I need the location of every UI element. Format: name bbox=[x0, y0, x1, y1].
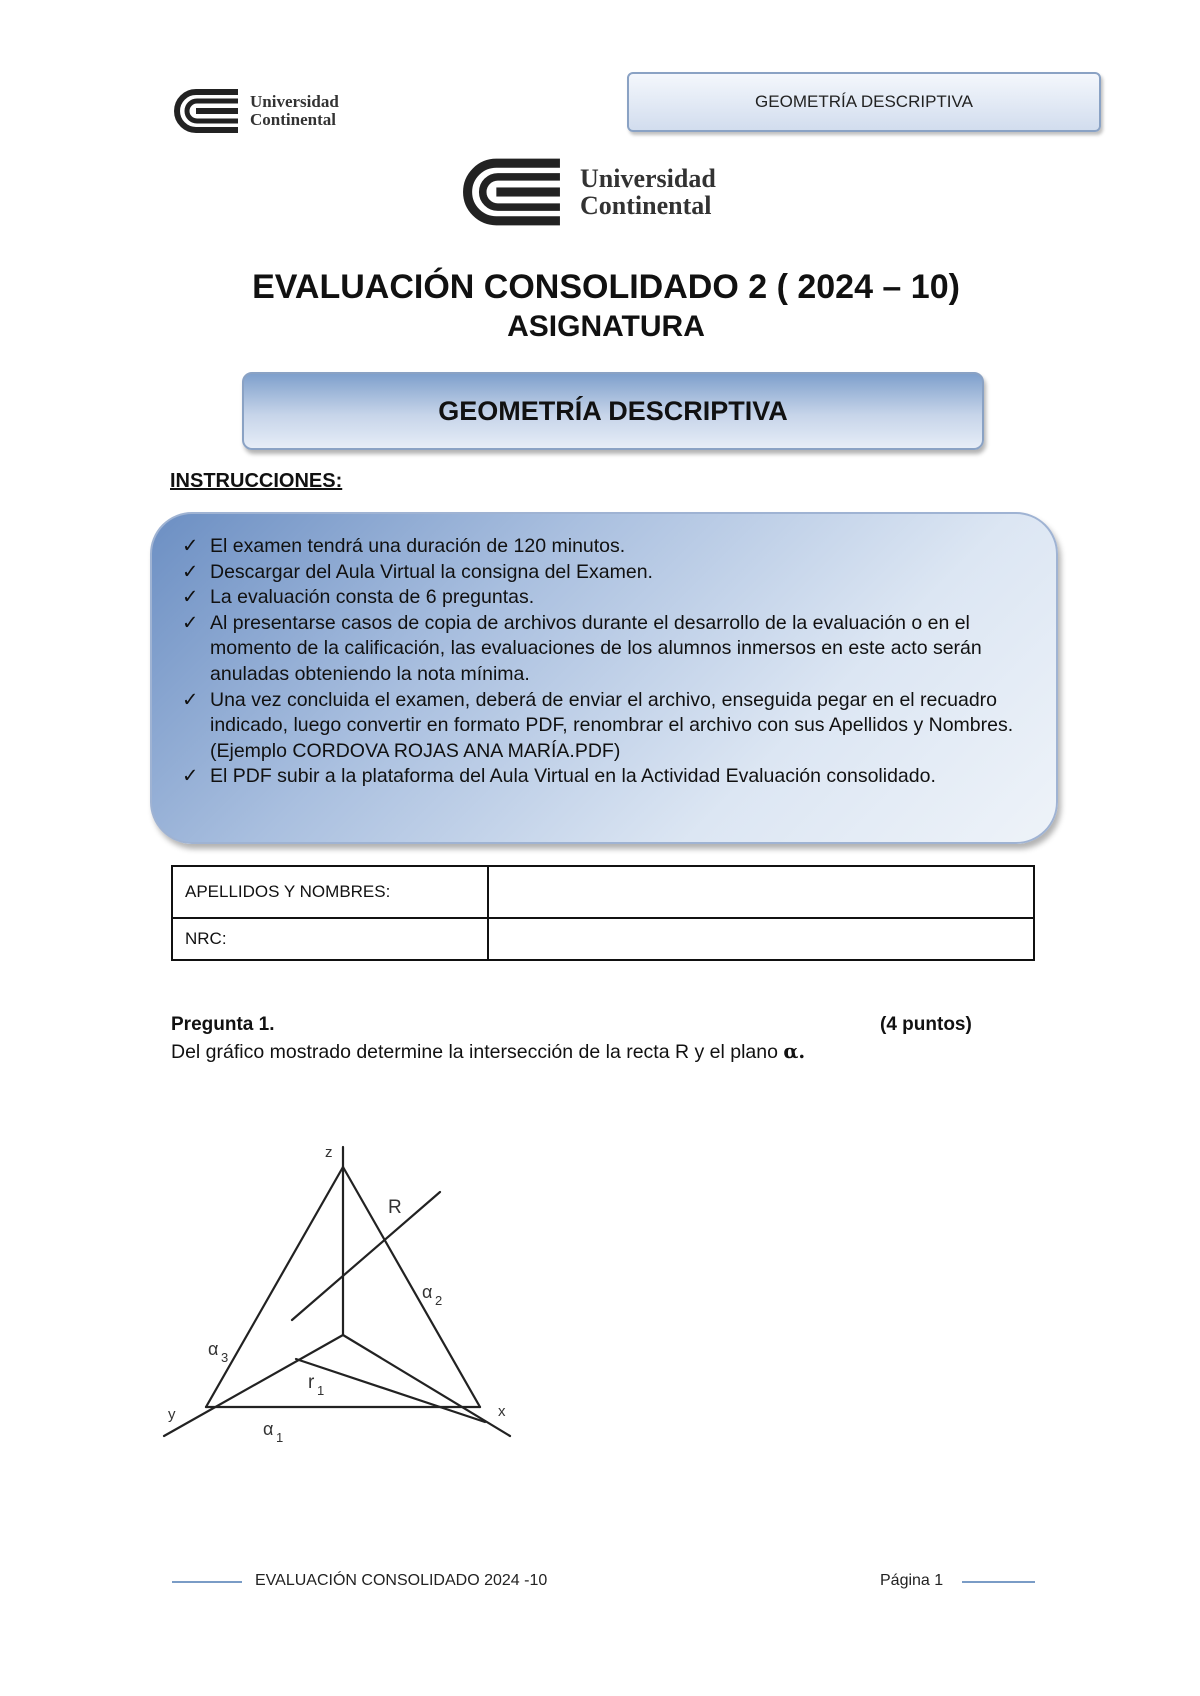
label-x: x bbox=[498, 1403, 506, 1420]
checkmark-icon: ✓ bbox=[182, 586, 199, 609]
instruction-item bbox=[182, 560, 1036, 586]
question-points: (4 puntos) bbox=[880, 1014, 972, 1035]
instruction-text: Una vez concluida el examen, deberá de enviar el archivo, enseguida pegar en el recuadro indicado, luego convertir en formato PDF, renombrar el archivo con sus Apellidos y Nombres. (Ejemplo CORDOVA ROJAS ANA MARÍA.PDF) bbox=[210, 688, 1014, 762]
label-r1 bbox=[308, 1372, 324, 1398]
line-r bbox=[292, 1192, 443, 1320]
logo-line1: Universidad bbox=[580, 163, 716, 193]
svg-text:α: α bbox=[263, 1419, 274, 1439]
table-row bbox=[172, 918, 1034, 960]
logo-line2: Continental bbox=[250, 110, 336, 129]
label-r: R bbox=[388, 1197, 402, 1218]
label-y: y bbox=[168, 1406, 176, 1423]
trace-diagram bbox=[150, 1130, 530, 1450]
instruction-item bbox=[182, 534, 1036, 560]
alpha3-trace bbox=[206, 1167, 343, 1407]
instruction-text: El examen tendrá una duración de 120 minutos. bbox=[210, 535, 626, 557]
svg-text:α: α bbox=[208, 1339, 219, 1359]
instruction-text: Descargar del Aula Virtual la consigna del Examen. bbox=[210, 560, 653, 583]
line-r1 bbox=[296, 1359, 485, 1422]
nrc-label: NRC: bbox=[172, 918, 488, 960]
label-alpha2 bbox=[422, 1282, 442, 1308]
svg-text:2: 2 bbox=[435, 1293, 443, 1308]
instructions-box bbox=[150, 512, 1058, 844]
instruction-item bbox=[182, 585, 1036, 611]
name-field[interactable] bbox=[488, 866, 1034, 918]
svg-text:3: 3 bbox=[221, 1350, 229, 1365]
svg-text:1: 1 bbox=[317, 1383, 325, 1398]
alpha-symbol: α. bbox=[783, 1040, 806, 1063]
footer-line-right bbox=[962, 1581, 1035, 1583]
question-statement: Del gráfico mostrado determine la intersección de la recta R y el plano bbox=[171, 1041, 784, 1063]
student-info-table bbox=[171, 865, 1035, 961]
checkmark-icon: ✓ bbox=[182, 688, 199, 711]
instructions-list bbox=[152, 514, 1056, 790]
instruction-item bbox=[182, 764, 1036, 790]
university-logo-icon bbox=[460, 157, 566, 227]
university-logo-small bbox=[172, 88, 339, 134]
instruction-item bbox=[182, 688, 1036, 765]
question-title: Pregunta 1. bbox=[171, 1014, 275, 1035]
table-row bbox=[172, 866, 1034, 918]
nrc-field[interactable] bbox=[488, 918, 1034, 960]
svg-text:1: 1 bbox=[276, 1430, 284, 1445]
question-text bbox=[171, 1040, 805, 1064]
instruction-item bbox=[182, 611, 1036, 688]
footer-line-left bbox=[172, 1581, 242, 1583]
exam-subtitle: ASIGNATURA bbox=[507, 310, 705, 343]
logo-line2: Continental bbox=[580, 191, 712, 220]
instruction-text: La evaluación consta de 6 preguntas. bbox=[210, 586, 535, 609]
name-label: APELLIDOS Y NOMBRES: bbox=[172, 866, 488, 918]
footer-page-number: Página 1 bbox=[880, 1572, 944, 1589]
checkmark-icon: ✓ bbox=[182, 765, 199, 788]
svg-text:r: r bbox=[308, 1372, 315, 1393]
checkmark-icon: ✓ bbox=[182, 611, 199, 634]
logo-line1: Universidad bbox=[250, 92, 339, 112]
subject-box: GEOMETRÍA DESCRIPTIVA bbox=[242, 372, 984, 450]
label-alpha1 bbox=[263, 1419, 283, 1445]
instruction-text: El PDF subir a la plataforma del Aula Virtual en la Actividad Evaluación consolidado. bbox=[210, 765, 936, 788]
university-logo-icon bbox=[172, 88, 242, 134]
instructions-heading: INSTRUCCIONES: bbox=[170, 470, 343, 492]
footer-exam-label: EVALUACIÓN CONSOLIDADO 2024 -10 bbox=[255, 1572, 548, 1589]
instruction-text: Al presentarse casos de copia de archivos durante el desarrollo de la evaluación o en el momento de la calificación, las evaluaciones de los alumnos inmersos en este acto serán anuladas obteniendo la nota mínima. bbox=[210, 611, 982, 685]
label-alpha3 bbox=[208, 1339, 228, 1365]
checkmark-icon: ✓ bbox=[182, 535, 199, 557]
course-header-box: GEOMETRÍA DESCRIPTIVA bbox=[627, 72, 1101, 132]
checkmark-icon: ✓ bbox=[182, 560, 199, 583]
alpha2-trace bbox=[343, 1167, 480, 1407]
university-logo-large bbox=[460, 157, 716, 227]
exam-title: EVALUACIÓN CONSOLIDADO 2 ( 2024 – 10) bbox=[252, 268, 960, 306]
label-z: z bbox=[325, 1144, 333, 1161]
svg-text:α: α bbox=[422, 1282, 433, 1302]
